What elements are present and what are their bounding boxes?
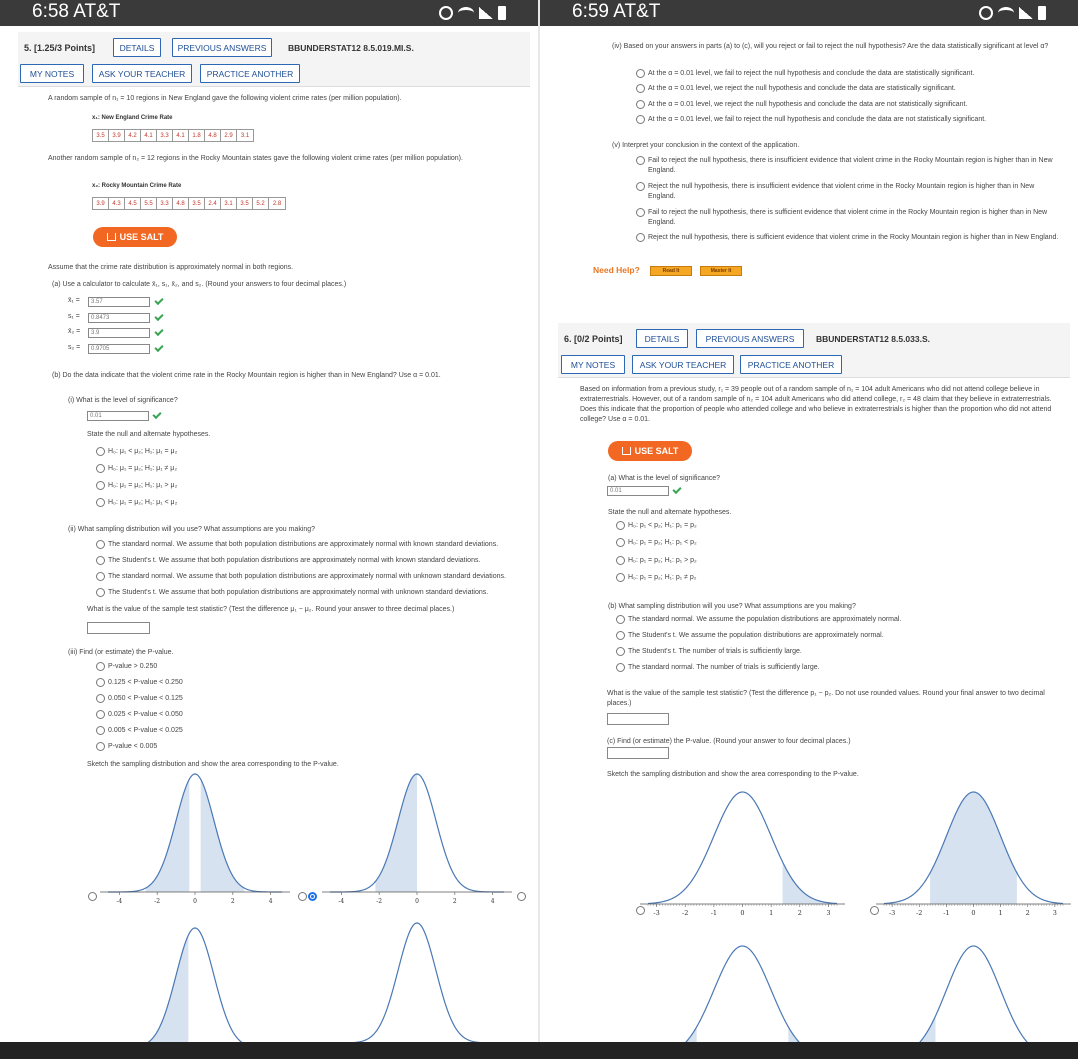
x2-cell: 4.8: [173, 198, 189, 209]
q5-pval-radio-3[interactable]: [96, 694, 105, 703]
q5-test-statistic-field[interactable]: [87, 622, 150, 634]
x1-cell: 3.9: [109, 130, 125, 141]
q6-code: BBUNDERSTAT12 8.5.033.S.: [816, 334, 930, 344]
q6-dist-radio-1[interactable]: [616, 615, 625, 624]
q6-graph-right-tail[interactable]: [640, 780, 845, 920]
q5-practice-another-button[interactable]: PRACTICE ANOTHER: [200, 64, 300, 83]
q5-hyp-label-3: H₀: μ₁ = μ₂; H₁: μ₁ > μ₂: [108, 482, 178, 489]
tick-label: 4: [268, 898, 273, 905]
q5-iv-radio-1[interactable]: [636, 69, 645, 78]
q5-v-label-3: Fail to reject the null hypothesis, there is sufficient evidence that violent crime in the Rocky Mountain region is higher than in New England.: [648, 209, 1048, 226]
q5-part-b: (b) Do the data indicate that the violent crime rate in the Rocky Mountain region is higher than in New England? Use α = 0.01.: [52, 372, 441, 379]
q6-c-question: (c) Find (or estimate) the P-value. (Round your answer to four decimal places.): [607, 738, 851, 745]
check-icon: [154, 343, 163, 352]
alarm-icon: [439, 6, 453, 20]
q6-dist-label-2: The Student's t. We assume the population distributions are approximately normal.: [628, 632, 884, 639]
tick-label: -1: [710, 909, 718, 917]
normal-curve: [884, 946, 1063, 1058]
q5-xbar1-field[interactable]: 3.57: [88, 297, 150, 307]
q6-stat-question: What is the value of the sample test statistic? (Test the difference p₁ − p₂. Do not use rounded values. Round your final answer to two decimal places.): [607, 690, 1045, 707]
q6-hyp-radio-3[interactable]: [616, 556, 625, 565]
q5-v-label-2: Reject the null hypothesis, there is insufficient evidence that violent crime in the Rocky Mountain region is higher than in New England.: [648, 183, 1035, 200]
q6-dist-label-4: The standard normal. The number of trials is sufficiently large.: [628, 664, 820, 671]
q5-i-question: (i) What is the level of significance?: [68, 397, 178, 404]
tick-label: 1: [998, 909, 1003, 917]
q6-details-button[interactable]: DETAILS: [636, 329, 688, 348]
q5-graph-radio-1[interactable]: [88, 892, 97, 901]
status-bar: [540, 0, 1078, 26]
tick-label: 0: [415, 898, 419, 905]
q5-sketch-instruction: Sketch the sampling distribution and show the area corresponding to the P-value.: [87, 761, 339, 768]
q5-hyp-radio-2[interactable]: [96, 464, 105, 473]
tick-label: 2: [797, 909, 802, 917]
x2-cell: 3.5: [237, 198, 253, 209]
q6-hyp-label-1: H₀: p₁ < p₂; H₁: p₁ = p₂: [628, 522, 697, 529]
q5-iv-radio-4[interactable]: [636, 115, 645, 124]
q5-x2-data-table: [92, 197, 286, 210]
q5-iv-radio-3[interactable]: [636, 100, 645, 109]
q5-pval-radio-1[interactable]: [96, 662, 105, 671]
tick-label: 2: [230, 898, 235, 905]
x2-cell: 3.5: [189, 198, 205, 209]
q5-details-button[interactable]: DETAILS: [113, 38, 161, 57]
q5-hyp-question: State the null and alternate hypotheses.: [87, 431, 211, 438]
q6-use-salt-label: USE SALT: [634, 446, 679, 456]
alarm-icon: [979, 6, 993, 20]
battery-icon: [1038, 6, 1046, 20]
tick-label: 0: [193, 898, 197, 905]
q6-dist-label-3: The Student's t. The number of trials is sufficiently large.: [628, 648, 802, 655]
status-time: 6:59 AT&T: [572, 1, 661, 22]
q6-a-question: (a) What is the level of significance?: [608, 475, 721, 482]
q6-graph-center-shaded[interactable]: [876, 780, 1071, 920]
tick-label: -4: [338, 898, 345, 905]
q5-dist-label-2: The Student's t. We assume that both population distributions are approximately normal with known standard deviations.: [108, 557, 481, 564]
q5-my-notes-button[interactable]: MY NOTES: [20, 64, 84, 83]
wifi-icon: [458, 7, 474, 19]
tick-label: -3: [888, 909, 896, 917]
q5-v-question: (v) Interpret your conclusion in the context of the application.: [612, 142, 800, 149]
tick-label: -1: [943, 909, 950, 917]
q6-test-statistic-field[interactable]: [607, 713, 669, 725]
q6-significance-field[interactable]: 0.01: [607, 486, 669, 496]
q5-pval-label-1: P-value > 0.250: [108, 663, 158, 670]
q5-pval-label-3: 0.050 < P-value < 0.125: [108, 695, 183, 702]
tick-label: 0: [971, 909, 976, 917]
tick-label: -2: [916, 909, 923, 917]
q5-significance-field[interactable]: 0.01: [87, 411, 149, 421]
x2-cell: 4.3: [109, 198, 125, 209]
q5-v-radio-4[interactable]: [636, 233, 645, 242]
tick-label: 2: [452, 898, 457, 905]
q6-use-salt-button[interactable]: [608, 441, 692, 461]
q5-hyp-label-1: H₀: μ₁ < μ₂; H₁: μ₁ = μ₂: [108, 448, 178, 455]
q5-graph-two-tailed[interactable]: [100, 770, 290, 910]
q5-iii-question: (iii) Find (or estimate) the P-value.: [68, 649, 174, 656]
signal-icon: [479, 7, 493, 19]
q5-v-radio-3[interactable]: [636, 208, 645, 217]
q5-v-radio-2[interactable]: [636, 182, 645, 191]
q5-pval-label-5: 0.005 < P-value < 0.025: [108, 727, 183, 734]
x2-cell: 3.1: [221, 198, 237, 209]
q6-graph-left-tail[interactable]: [876, 928, 1071, 1048]
check-icon: [154, 312, 163, 321]
q5-dist-label-1: The standard normal. We assume that both population distributions are approximately normal with known standard deviations.: [108, 541, 499, 548]
q5-v-label-4: Reject the null hypothesis, there is sufficient evidence that violent crime in the Rocky Mountain region is higher than in New England.: [648, 234, 1059, 241]
q5-hyp-radio-4[interactable]: [96, 498, 105, 507]
q6-pvalue-field[interactable]: [607, 747, 669, 759]
q5-use-salt-button[interactable]: [93, 227, 177, 247]
q5-xbar1-label: x̄₁ =: [68, 297, 80, 304]
q5-v-radio-1[interactable]: [636, 156, 645, 165]
q5-x1-data-table: [92, 129, 254, 142]
q5-graph-info-icon-2[interactable]: [517, 892, 526, 901]
q6-graph-both-tails[interactable]: [640, 928, 845, 1048]
left-screenshot: [0, 0, 538, 1059]
q5-pval-radio-4[interactable]: [96, 710, 105, 719]
q5-code: BBUNDERSTAT12 8.5.019.MI.S.: [288, 43, 414, 53]
bottom-nav-bar: [0, 1042, 1078, 1059]
tick-label: -2: [376, 898, 383, 905]
tick-label: -2: [682, 909, 689, 917]
q5-s1-label: s₁ =: [68, 313, 80, 320]
x1-cell: 3.3: [157, 130, 173, 141]
q6-intro: Based on information from a previous study, r₁ = 39 people out of a random sample of n₁ = 104 adult Americans who did not attend college believe in extraterrestrials. However, out of a random sample of n₂ = 104 adult Americans who did attend college, r₂ = 48 claim that they believe in extraterrestrials. Does this indicate that the proportion of people who attended college and who believe in extraterrestrials is higher than the proportion who did not attend college? Use α = 0.01.: [580, 386, 1052, 423]
x2-cell: 4.5: [125, 198, 141, 209]
q5-pval-label-6: P-value < 0.005: [108, 743, 158, 750]
q6-b-question: (b) What sampling distribution will you use? What assumptions are you making?: [608, 603, 856, 610]
status-bar: [0, 0, 538, 26]
q5-pval-label-2: 0.125 < P-value < 0.250: [108, 679, 183, 686]
x2-cell: 5.2: [253, 198, 269, 209]
q5-iv-label-3: At the α = 0.01 level, we reject the null hypothesis and conclude the data are not statistically significant.: [648, 101, 968, 108]
q5-s1-field[interactable]: 0.8473: [88, 313, 150, 323]
q5-ii-question: (ii) What sampling distribution will you use? What assumptions are you making?: [68, 526, 316, 533]
signal-icon: [1019, 7, 1033, 19]
tick-label: 1: [769, 909, 774, 917]
q5-stat-question: What is the value of the sample test statistic? (Test the difference μ₁ − μ₂. Round your answer to three decimal places.): [87, 606, 455, 613]
master-it-button[interactable]: Master It: [700, 266, 742, 276]
x1-cell: 3.5: [93, 130, 109, 141]
read-it-button[interactable]: Read It: [650, 266, 692, 276]
x1-cell: 4.1: [141, 130, 157, 141]
q5-assume-text: Assume that the crime rate distribution is approximately normal in both regions.: [48, 264, 294, 271]
q5-title: 5. [1.25/3 Points]: [24, 43, 96, 53]
q5-intro2: Another random sample of n₂ = 12 regions in the Rocky Mountain states gave the following violent crime rates (per million population).: [48, 155, 463, 162]
tick-label: 2: [1025, 909, 1030, 917]
q5-part-a: (a) Use a calculator to calculate x̄₁, s₁, x̄₂, and s₂. (Round your answers to four decimal places.): [52, 281, 347, 288]
tick-label: -4: [116, 898, 123, 905]
q5-hyp-label-2: H₀: μ₁ = μ₂; H₁: μ₁ ≠ μ₂: [108, 465, 178, 472]
need-help-label: Need Help?: [593, 265, 640, 275]
q5-v-label-1: Fail to reject the null hypothesis, there is insufficient evidence that violent crime in the Rocky Mountain region is higher than in New England.: [648, 157, 1053, 174]
x1-cell: 2.9: [221, 130, 237, 141]
q5-previous-answers-button[interactable]: PREVIOUS ANSWERS: [172, 38, 272, 57]
tick-label: -3: [653, 909, 660, 917]
q6-hyp-radio-2[interactable]: [616, 538, 625, 547]
salt-icon: [622, 447, 631, 455]
q6-hyp-label-2: H₀: p₁ = p₂; H₁: p₁ < p₂: [628, 539, 697, 546]
q5-graph-left-center-shaded[interactable]: [322, 770, 512, 910]
q6-dist-radio-2[interactable]: [616, 631, 625, 640]
q6-practice-another-button[interactable]: PRACTICE ANOTHER: [740, 355, 842, 374]
wifi-icon: [998, 7, 1014, 19]
battery-icon: [498, 6, 506, 20]
q6-hyp-label-3: H₀: p₁ = p₂; H₁: p₁ > p₂: [628, 557, 697, 564]
x2-cell: 3.9: [93, 198, 109, 209]
q5-iv-question: (iv) Based on your answers in parts (a) to (c), will you reject or fail to reject the null hypothesis? Are the data statistically significant at level α?: [612, 43, 1049, 50]
shaded-area: [375, 774, 417, 892]
check-icon: [152, 410, 161, 419]
q5-xbar2-field[interactable]: 3.9: [88, 328, 150, 338]
q6-hyp-label-4: H₀: p₁ = p₂; H₁: p₁ ≠ p₂: [628, 574, 697, 581]
x2-cell: 2.8: [272, 200, 282, 207]
q6-ask-teacher-button[interactable]: ASK YOUR TEACHER: [632, 355, 734, 374]
q5-pval-radio-2[interactable]: [96, 678, 105, 687]
x1-cell: 1.8: [189, 130, 205, 141]
q5-dist-radio-4[interactable]: [96, 588, 105, 597]
x2-cell: 3.3: [157, 198, 173, 209]
check-icon: [154, 296, 163, 305]
q5-use-salt-label: USE SALT: [119, 232, 164, 242]
q5-graph-right-shaded[interactable]: [322, 918, 512, 1048]
q6-dist-radio-3[interactable]: [616, 647, 625, 656]
q5-pval-radio-5[interactable]: [96, 726, 105, 735]
q5-pval-label-4: 0.025 < P-value < 0.050: [108, 711, 183, 718]
tick-label: -2: [154, 898, 161, 905]
q6-hyp-radio-4[interactable]: [616, 573, 625, 582]
q5-hyp-radio-3[interactable]: [96, 481, 105, 490]
q5-x1-label: x₁: New England Crime Rate: [92, 115, 173, 121]
normal-curve: [108, 774, 282, 892]
x2-cell: 2.4: [205, 198, 221, 209]
q5-dist-radio-1[interactable]: [96, 540, 105, 549]
q5-graph-radio-2-selected[interactable]: [308, 892, 317, 901]
q5-graph-info-icon-1[interactable]: [298, 892, 307, 901]
normal-curve: [648, 946, 837, 1058]
q5-iv-radio-2[interactable]: [636, 84, 645, 93]
x1-cell: 4.8: [205, 130, 221, 141]
q6-my-notes-button[interactable]: MY NOTES: [561, 355, 625, 374]
q5-iv-label-2: At the α = 0.01 level, we reject the null hypothesis and conclude the data are statistically significant.: [648, 85, 956, 92]
right-screenshot: [540, 0, 1078, 1059]
x1-cell: 4.2: [125, 130, 141, 141]
q5-hyp-radio-1[interactable]: [96, 447, 105, 456]
tick-label: 3: [1052, 909, 1057, 917]
q6-dist-radio-4[interactable]: [616, 663, 625, 672]
q6-hyp-radio-1[interactable]: [616, 521, 625, 530]
status-time: 6:58 AT&T: [32, 1, 121, 22]
q5-ask-teacher-button[interactable]: ASK YOUR TEACHER: [92, 64, 192, 83]
q5-x2-label: x₂: Rocky Mountain Crime Rate: [92, 183, 182, 189]
q5-hyp-label-4: H₀: μ₁ = μ₂; H₁: μ₁ < μ₂: [108, 499, 178, 506]
q5-pval-radio-6[interactable]: [96, 742, 105, 751]
tick-label: 3: [826, 909, 831, 917]
normal-curve: [330, 923, 504, 1043]
tick-label: 0: [740, 909, 745, 917]
q6-dist-label-1: The standard normal. We assume the population distributions are approximately normal.: [628, 616, 902, 623]
q5-dist-radio-2[interactable]: [96, 556, 105, 565]
q5-dist-radio-3[interactable]: [96, 572, 105, 581]
q6-title: 6. [0/2 Points]: [564, 334, 623, 344]
check-icon: [672, 485, 681, 494]
shaded-area: [783, 862, 837, 904]
q5-iv-label-1: At the α = 0.01 level, we fail to reject the null hypothesis and conclude the data are statistically significant.: [648, 70, 975, 77]
q5-s2-label: s₂ =: [68, 344, 81, 351]
salt-icon: [107, 233, 116, 241]
q6-sketch-instruction: Sketch the sampling distribution and show the area corresponding to the P-value.: [607, 771, 859, 778]
q5-dist-label-3: The standard normal. We assume that both population distributions are approximately normal with unknown standard deviations.: [108, 573, 506, 580]
check-icon: [154, 327, 163, 336]
q5-s2-field[interactable]: 0.9705: [88, 344, 150, 354]
x1-cell: 4.1: [173, 130, 189, 141]
q5-intro1: A random sample of n₁ = 10 regions in New England gave the following violent crime rates (per million population).: [48, 95, 402, 102]
x2-cell: 5.5: [141, 198, 157, 209]
tick-label: 4: [490, 898, 495, 905]
q5-iv-label-4: At the α = 0.01 level, we fail to reject the null hypothesis and conclude the data are not statistically significant.: [648, 116, 987, 123]
normal-curve: [648, 792, 837, 904]
q5-xbar2-label: x̄₂ =: [68, 328, 81, 335]
shaded-area: [930, 792, 1017, 904]
q5-graph-left-shaded[interactable]: [100, 918, 290, 1048]
x1-cell: 3.1: [240, 132, 250, 139]
normal-curve: [108, 928, 282, 1048]
q6-previous-answers-button[interactable]: PREVIOUS ANSWERS: [696, 329, 804, 348]
q6-hyp-question: State the null and alternate hypotheses.: [608, 509, 732, 516]
q5-dist-label-4: The Student's t. We assume that both population distributions are approximately normal with unknown standard deviations.: [108, 589, 489, 596]
